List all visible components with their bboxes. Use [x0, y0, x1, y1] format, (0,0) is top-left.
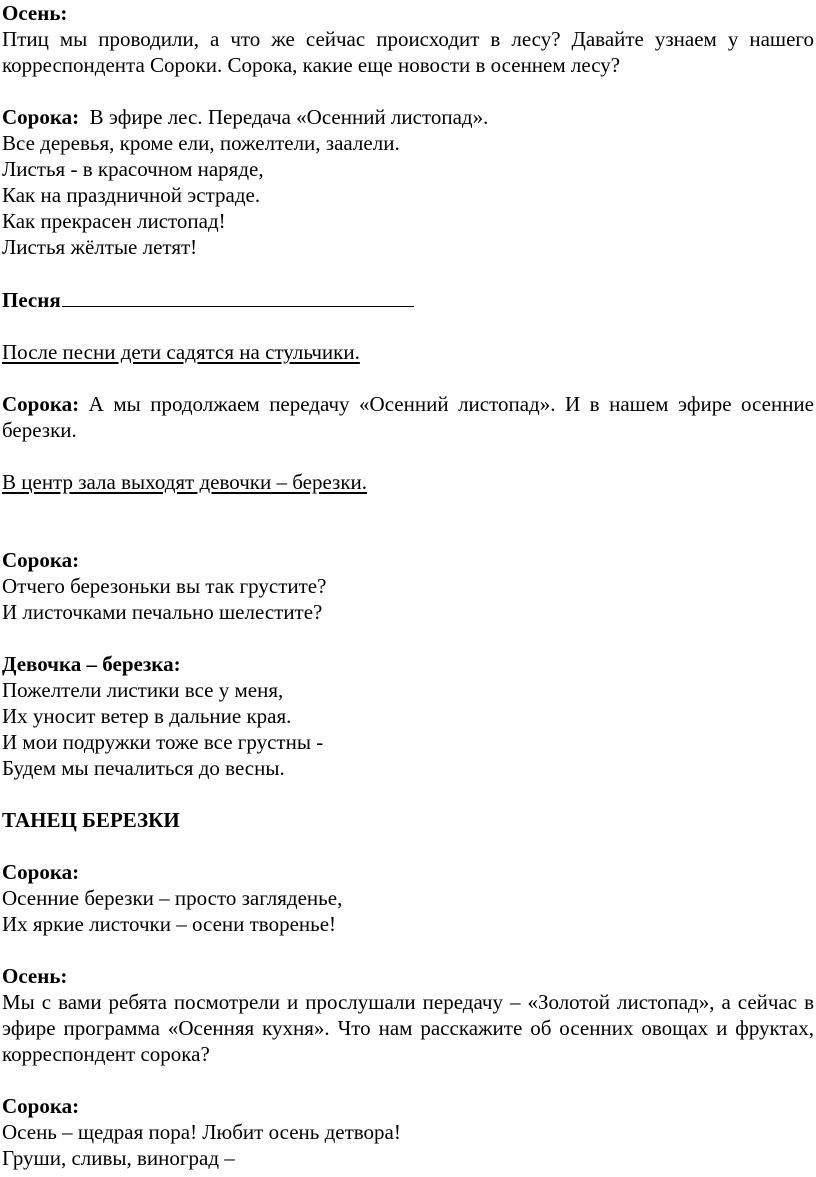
speaker-label-soroka: Сорока:	[2, 105, 80, 129]
verse-line: Пожелтели листики все у меня,	[2, 678, 284, 702]
song-label: Песня	[2, 288, 61, 312]
spacer	[2, 443, 814, 469]
speaker-label-soroka: Сорока:	[2, 860, 80, 884]
stage-direction-text: В центр зала выходят девочки – березки.	[2, 470, 368, 494]
verse-line: Груши, сливы, виноград –	[2, 1146, 235, 1170]
verse-line: Все деревья, кроме ели, пожелтели, заалели.	[2, 131, 400, 155]
stage-direction	[2, 339, 814, 365]
verse-line: И мои подружки тоже все грустны -	[2, 730, 324, 754]
verse-line: Листья жёлтые летят!	[2, 235, 198, 259]
verse-line: И листочками печально шелестите?	[2, 600, 323, 624]
stage-direction	[2, 469, 814, 495]
spacer	[2, 495, 814, 547]
verse-line: Их яркие листочки – осени творенье!	[2, 912, 337, 936]
spacer	[2, 937, 814, 963]
verse-line: Будем мы печалиться до весны.	[2, 756, 285, 780]
spacer	[2, 78, 814, 104]
spacer	[2, 781, 814, 807]
speaker-label-girl-birch: Девочка – березка:	[2, 652, 181, 676]
spacer	[2, 833, 814, 859]
paragraph-osen-intro: Птиц мы проводили, а что же сейчас происходит в лесу? Давайте узнаем у нашего корреспондента Сороки. Сорока, какие еще новости в осеннем лесу?	[2, 27, 814, 77]
spacer	[2, 365, 814, 391]
soroka-first-line	[2, 104, 814, 130]
verse-line: Осень – щедрая пора! Любит осень детвора!	[2, 1120, 401, 1144]
verse-line: Осенние березки – просто загляденье,	[2, 886, 343, 910]
stage-direction-text: После песни дети садятся на стульчики.	[2, 340, 360, 364]
verse-line: В эфире лес. Передача «Осенний листопад».	[79, 105, 489, 129]
paragraph-osen-kitchen: Мы с вами ребята посмотрели и прослушали передачу – «Золотой листопад», а сейчас в эфире программа «Осенняя кухня». Что нам расскажите об осенних овощах и фруктах, корреспондент сорока?	[2, 990, 814, 1066]
speaker-label-osen: Осень:	[2, 1, 68, 25]
verse-line: Как на праздничной эстраде.	[2, 183, 261, 207]
speaker-label-osen: Осень:	[2, 964, 68, 988]
paragraph-text: А мы продолжаем передачу «Осенний листопад». И в нашем эфире осенние березки.	[2, 392, 814, 442]
verse-line: Их уносит ветер в дальние края.	[2, 704, 292, 728]
verse-line: Как прекрасен листопад!	[2, 209, 226, 233]
speaker-label-soroka: Сорока:	[2, 392, 80, 416]
verse-line: Листья - в красочном наряде,	[2, 157, 264, 181]
song-heading	[2, 286, 814, 313]
speaker-label-soroka: Сорока:	[2, 1094, 80, 1118]
spacer	[2, 1067, 814, 1093]
dance-title: ТАНЕЦ БЕРЕЗКИ	[2, 808, 180, 832]
spacer	[2, 625, 814, 651]
verse-line: Отчего березоньки вы так грустите?	[2, 574, 327, 598]
spacer	[2, 313, 814, 339]
song-title-blank-line	[62, 286, 414, 307]
paragraph-soroka-birches	[2, 391, 814, 443]
spacer	[2, 260, 814, 286]
speaker-label-soroka: Сорока:	[2, 548, 80, 572]
